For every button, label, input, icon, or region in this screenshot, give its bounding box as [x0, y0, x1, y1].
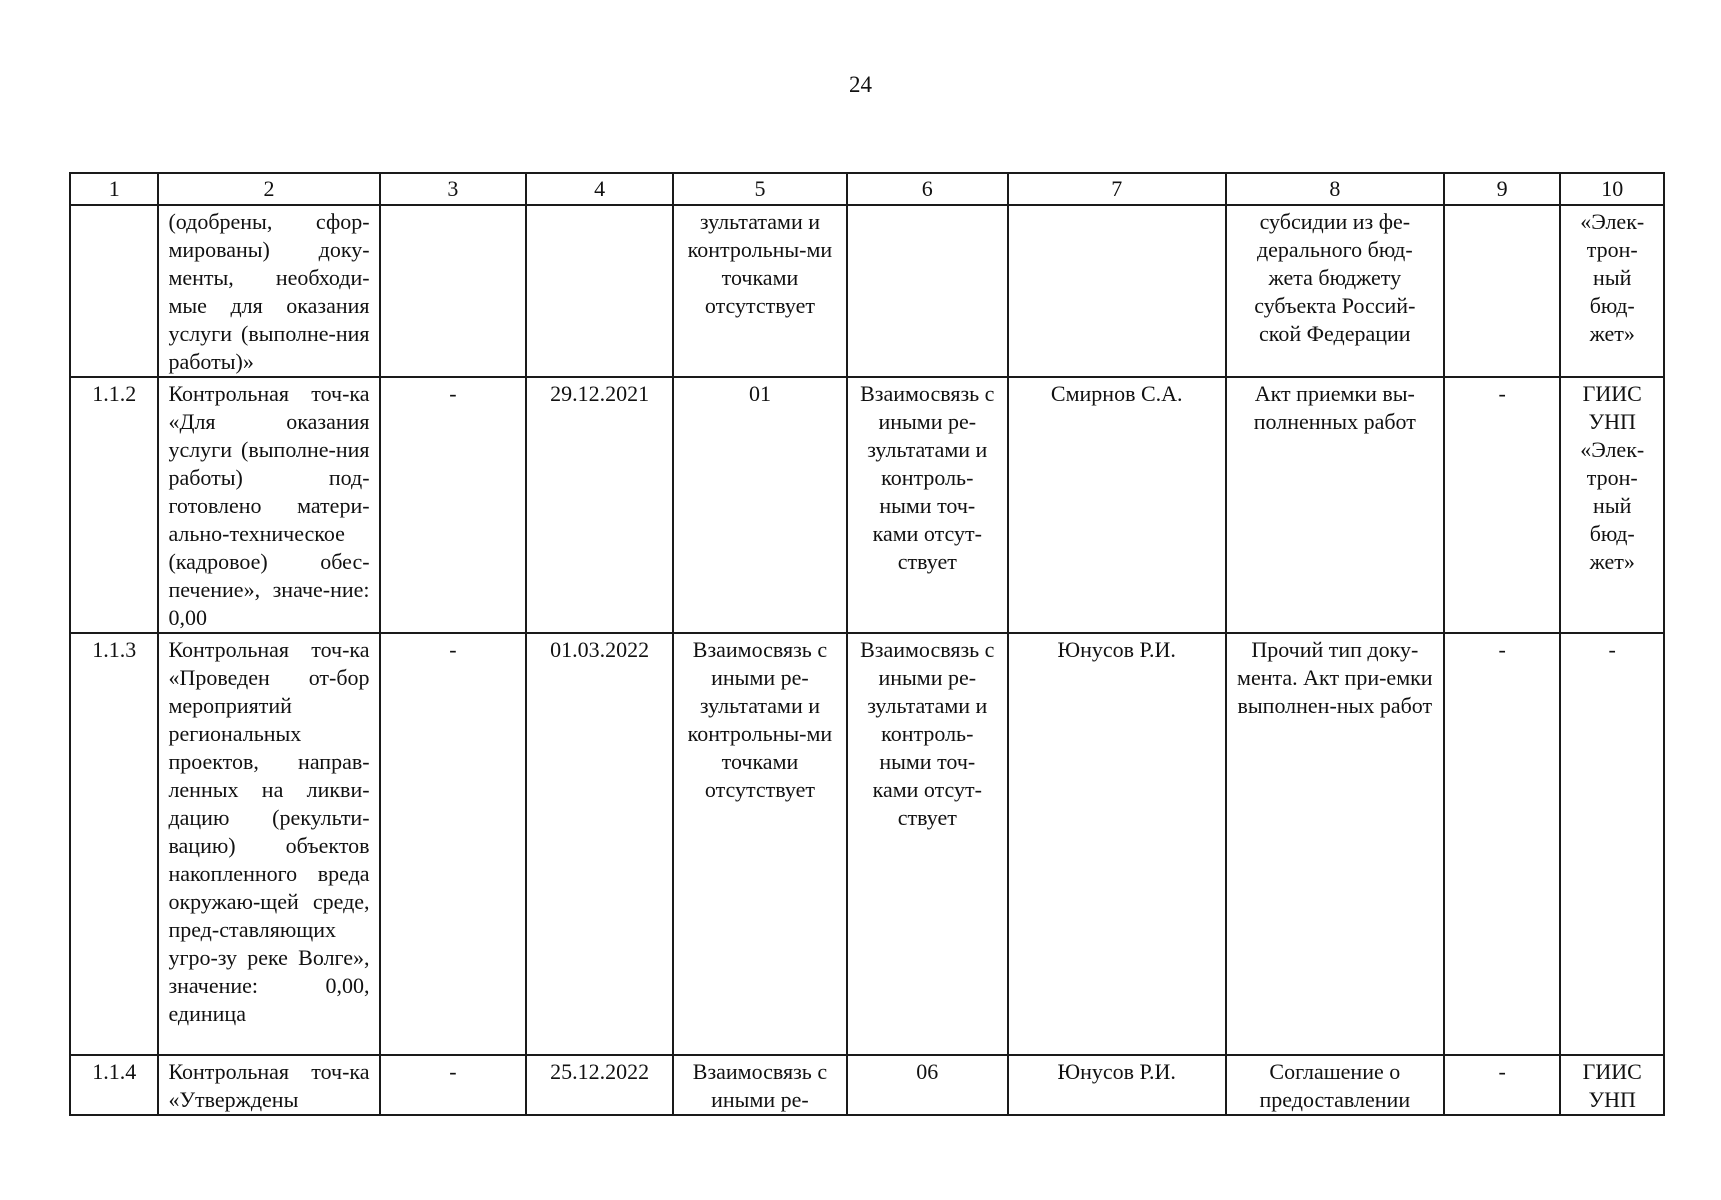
table-cell: 06 [847, 1055, 1008, 1115]
table-row [70, 377, 1664, 633]
table-cell: Взаимосвязь с иными ре-зультатами и контроль-ными точ-ками отсут-ствует [847, 377, 1008, 633]
column-header: 7 [1008, 173, 1226, 205]
table-cell: - [1444, 1055, 1561, 1115]
table-cell: 01 [673, 377, 847, 633]
control-point-cell: (одобрены, сфор-мированы) доку-менты, необходи-мые для оказания услуги (выполне-ния работы)» [158, 205, 379, 377]
column-header: 6 [847, 173, 1008, 205]
table-cell: - [380, 633, 527, 1055]
date-cell: 29.12.2021 [526, 377, 673, 633]
table-cell [1444, 205, 1561, 377]
row-number-cell [70, 205, 158, 377]
control-point-cell: Контрольная точ-ка «Проведен от-бор мероприятий региональных проектов, направ-ленных на ликви-дацию (рекульти-вацию) объектов накопленного вреда окружаю-щей среде, пред-ставляющих угро-зу реке Волге», значение: 0,00, единица [158, 633, 379, 1055]
column-header: 2 [158, 173, 379, 205]
table-cell: Взаимосвязь с иными ре-зультатами и контроль-ными точ-ками отсут-ствует [847, 633, 1008, 1055]
column-number-row [70, 173, 1664, 205]
table-row [70, 1055, 1664, 1115]
page-number: 24 [849, 72, 872, 97]
system-cell: ГИИС УНП [1560, 1055, 1664, 1115]
table-row [70, 205, 1664, 377]
date-cell: 01.03.2022 [526, 633, 673, 1055]
control-point-cell: Контрольная точ-ка «Для оказания услуги (выполне-ния работы) под-готовлено матери-ально-техническое (кадровое) обес-печение», значе-ние: 0,00 [158, 377, 379, 633]
system-cell: «Элек-трон-ный бюд-жет» [1560, 205, 1664, 377]
document-type-cell: Соглашение о предоставлении [1226, 1055, 1444, 1115]
row-number-cell: 1.1.4 [70, 1055, 158, 1115]
document-type-cell: субсидии из фе-дерального бюд-жета бюджету субъекта Россий-ской Федерации [1226, 205, 1444, 377]
responsible-cell: Юнусов Р.И. [1008, 1055, 1226, 1115]
column-header: 8 [1226, 173, 1444, 205]
table-cell [847, 205, 1008, 377]
system-cell: ГИИС УНП «Элек-трон-ный бюд-жет» [1560, 377, 1664, 633]
column-header: 3 [380, 173, 527, 205]
column-header: 4 [526, 173, 673, 205]
row-number-cell: 1.1.3 [70, 633, 158, 1055]
document-type-cell: Акт приемки вы-полненных работ [1226, 377, 1444, 633]
document-table [69, 172, 1665, 1116]
column-header: 5 [673, 173, 847, 205]
table-cell: Взаимосвязь с иными ре-зультатами и контрольны-ми точками отсутствует [673, 633, 847, 1055]
system-cell: - [1560, 633, 1664, 1055]
table-row [70, 633, 1664, 1055]
responsible-cell: Юнусов Р.И. [1008, 633, 1226, 1055]
table-cell: - [1444, 377, 1561, 633]
date-cell: 25.12.2022 [526, 1055, 673, 1115]
responsible-cell [1008, 205, 1226, 377]
column-header: 1 [70, 173, 158, 205]
table-cell: зультатами и контрольны-ми точками отсутствует [673, 205, 847, 377]
table-cell [380, 205, 527, 377]
row-number-cell: 1.1.2 [70, 377, 158, 633]
date-cell [526, 205, 673, 377]
column-header: 10 [1560, 173, 1664, 205]
table-cell: - [380, 377, 527, 633]
table-cell: - [380, 1055, 527, 1115]
table-cell: - [1444, 633, 1561, 1055]
table-cell: Взаимосвязь с иными ре- [673, 1055, 847, 1115]
column-header: 9 [1444, 173, 1561, 205]
responsible-cell: Смирнов С.А. [1008, 377, 1226, 633]
control-point-cell: Контрольная точ-ка «Утверждены [158, 1055, 379, 1115]
document-type-cell: Прочий тип доку-мента. Акт при-емки выполнен-ных работ [1226, 633, 1444, 1055]
